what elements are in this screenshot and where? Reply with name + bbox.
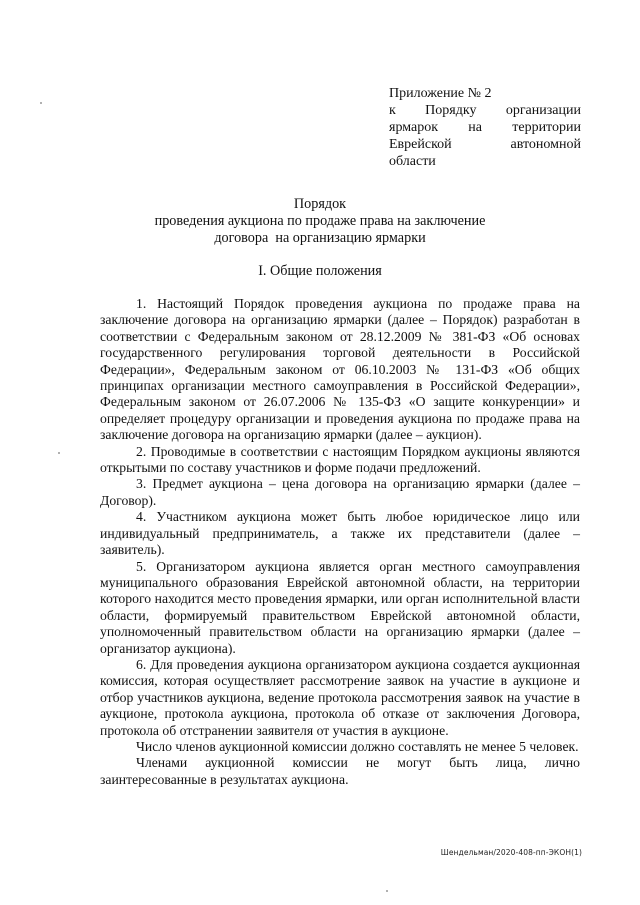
appendix-number: Приложение № 2 [389, 86, 492, 101]
paragraph-6: 6. Для проведения аукциона организатором аукциона создается аукционная комиссия, которая осуществляет рассмотрение заявок на участие в аукционе и отбор участников аукциона, ведение протокола рассмотрения заявок на участие в аукционе, протокола аукциона, протокола об отказе от заключения Договора, протокола об отстранении заявителя от участия в аукционе. [100, 656, 580, 738]
footer-code: Шендельман/2020-408-пп-ЭКОН(1) [440, 848, 582, 857]
scan-speck [386, 890, 388, 892]
body-text [100, 296, 580, 788]
paragraph-3: 3. Предмет аукциона – цена договора на организацию ярмарки (далее – Договор). [100, 476, 580, 508]
paragraph-1: 1. Настоящий Порядок проведения аукциона по продаже права на заключение договора на организацию ярмарки (далее – Порядок) разработан в соответствии с Федеральным законом от 28.12.2009 № 381-ФЗ «Об основах государственного регулирования торговой деятельности в Российской Федерации», Федеральным законом от 06.10.2003 № 131-ФЗ «Об общих принципах организации местного самоуправления в Российской Федерации», Федеральным законом от 26.07.2006 № 135-ФЗ «О защите конкуренции» и определяет процедуру организации и проведения аукциона по продаже права на заключение договора на организацию ярмарки (далее – аукцион). [100, 296, 580, 443]
title-line-2: проведения аукциона по продаже права на заключение [154, 213, 486, 229]
paragraph-5: 5. Организатором аукциона является орган местного самоуправления муниципального образования Еврейской автономной области, на территории которого находится место проведения ярмарки, или орган исполнительной власти области, формируемый правительством Еврейской автономной области, уполномоченный правительством области на организацию ярмарки (далее – организатор аукциона). [100, 558, 580, 656]
section-heading: I. Общие положения [258, 263, 382, 279]
paragraph-2: 2. Проводимые в соответствии с настоящим Порядком аукционы являются открытыми по составу участников и форме подачи предложений. [100, 443, 580, 476]
paragraph-4: 4. Участником аукциона может быть любое юридическое лицо или индивидуальный предприниматель, а также их представители (далее – заявитель). [100, 509, 580, 558]
title-line-1: Порядок [293, 196, 347, 212]
appendix-line-4: Еврейской автономной [389, 137, 581, 152]
paragraph-7: Число членов аукционной комиссии должно составлять не менее 5 человек. [136, 738, 579, 754]
appendix-line-5: области [389, 154, 436, 169]
title-line-3: договора на организацию ярмарки [214, 230, 426, 246]
document-title [100, 196, 540, 247]
paragraph-8: Членами аукционной комиссии не могут быть лица, лично заинтересованные в результатах аукциона. [100, 755, 580, 787]
appendix-header [389, 85, 581, 170]
appendix-line-2: к Порядку организации [389, 103, 581, 118]
scan-speck [58, 452, 60, 454]
scan-speck [40, 102, 42, 104]
appendix-line-3: ярмарок на территории [389, 120, 581, 135]
